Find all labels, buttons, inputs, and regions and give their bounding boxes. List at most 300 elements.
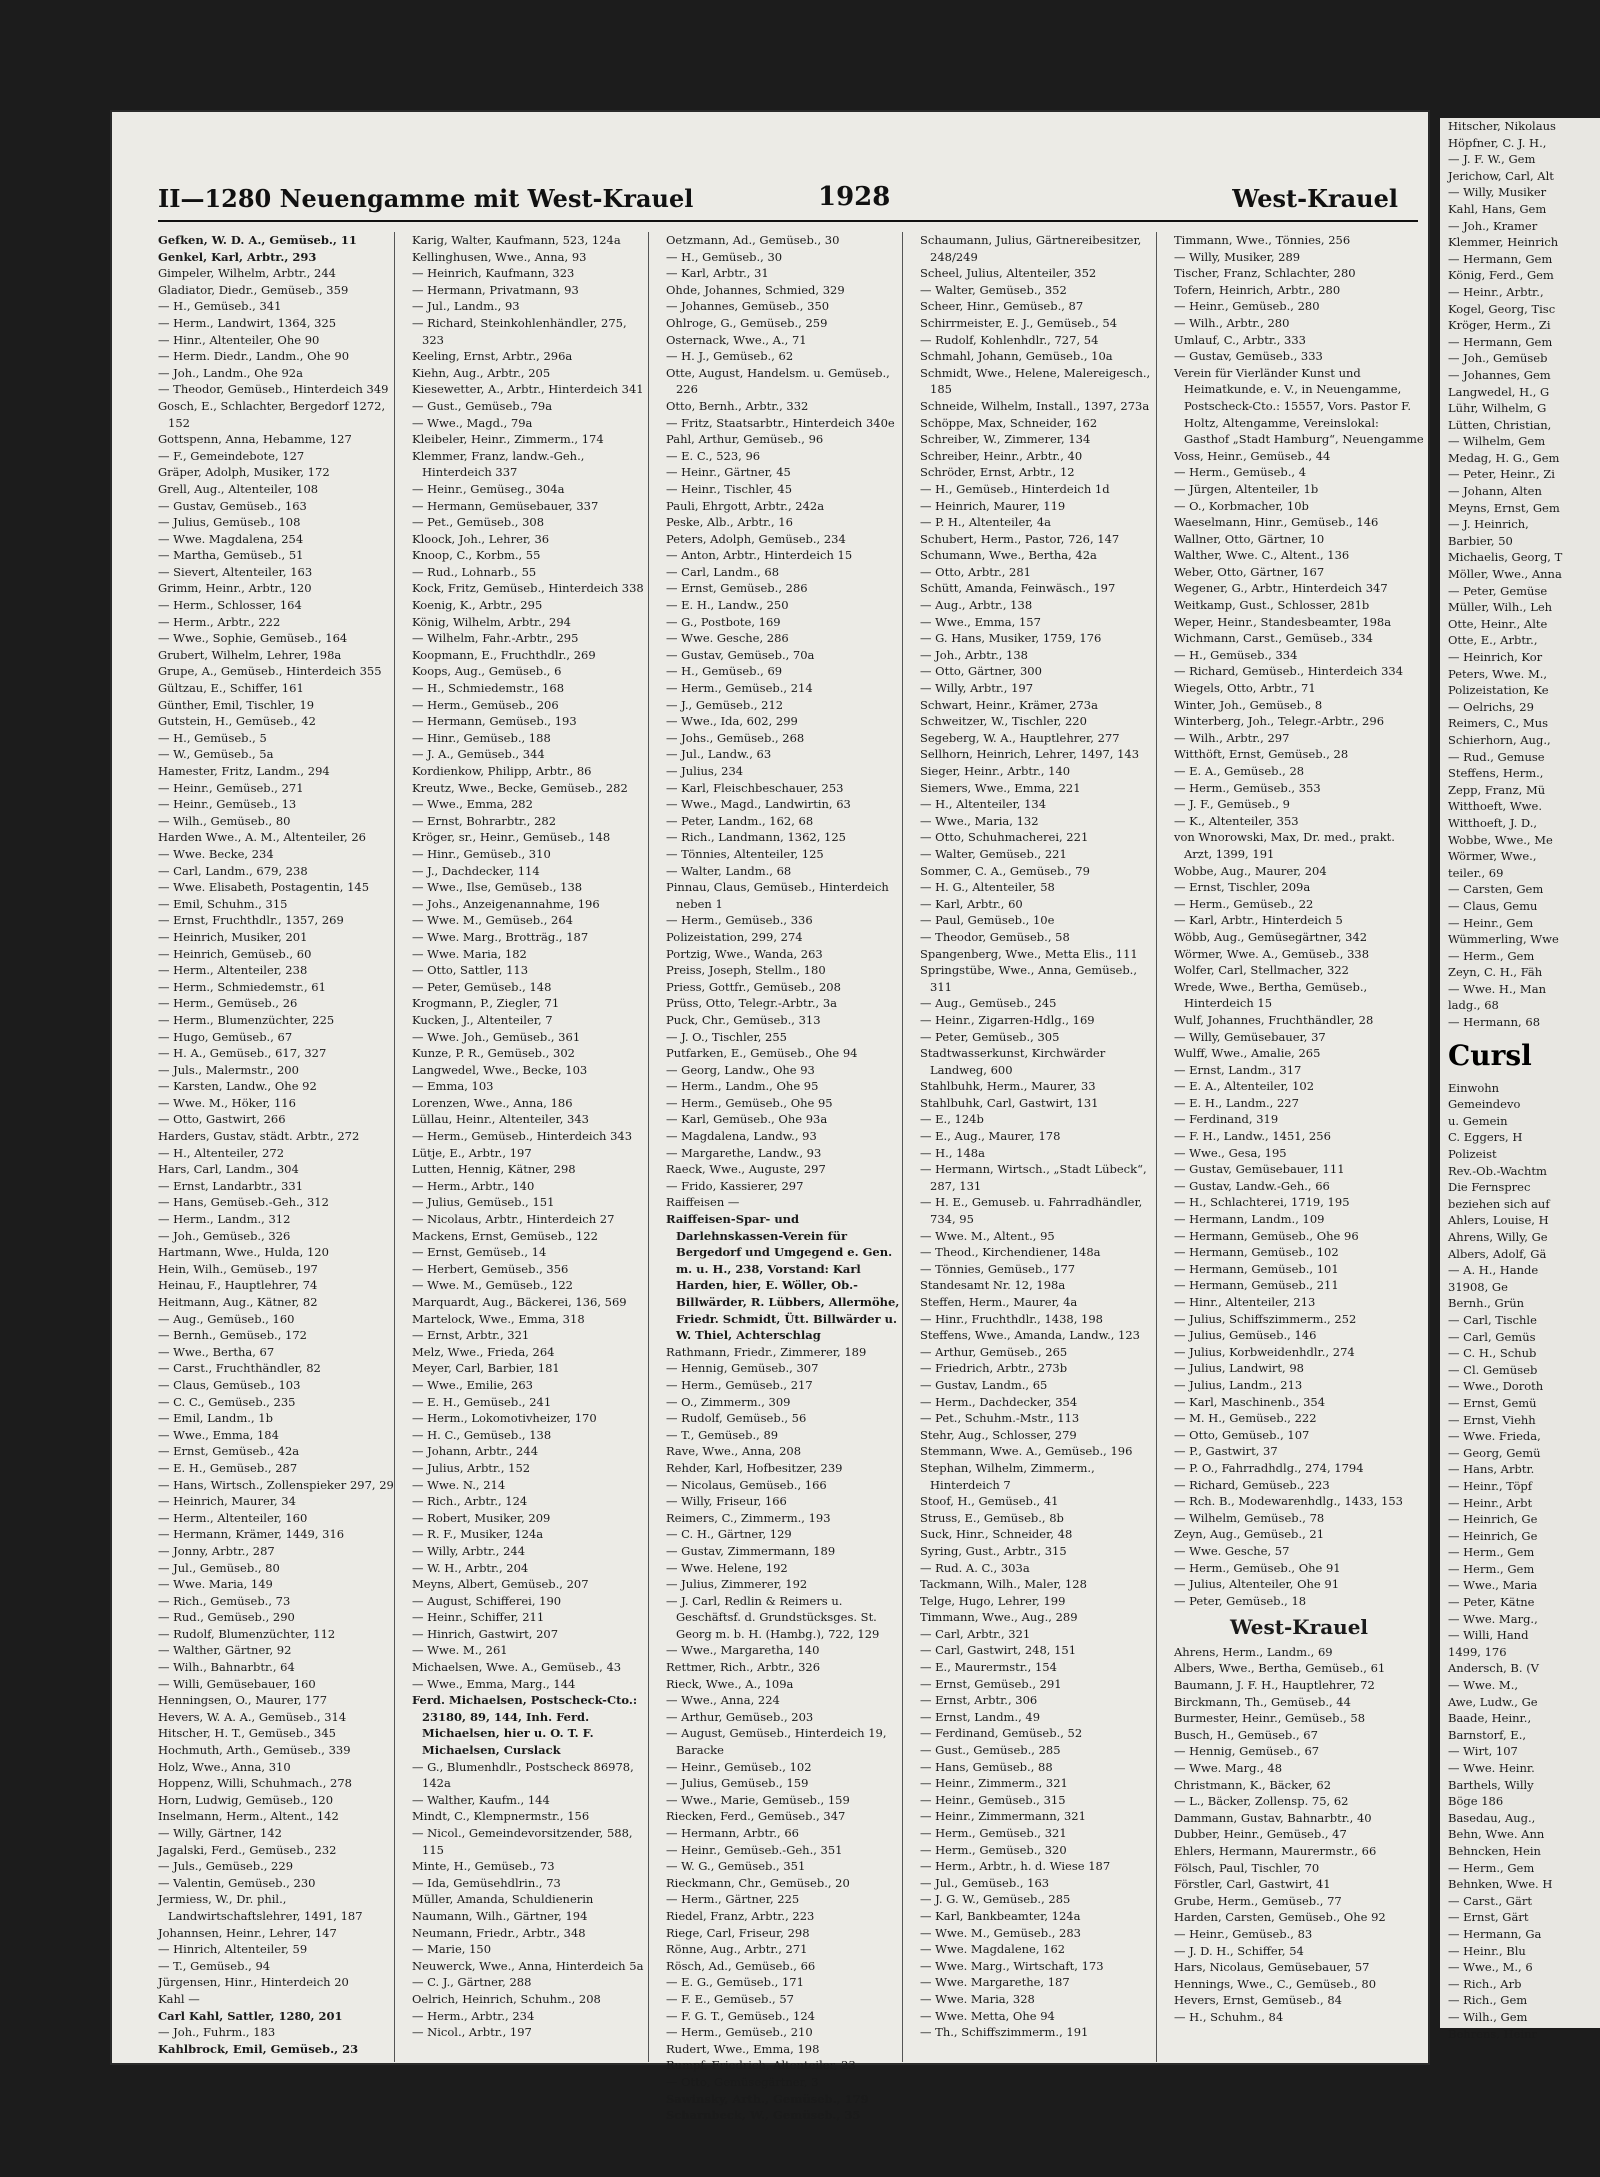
- directory-entry: — Heinr., Gärtner, 45: [666, 465, 791, 480]
- directory-entry: — Wwe., Sophie, Gemüseb., 164: [158, 631, 348, 646]
- directory-entry: — Wwe. Maria, 149: [158, 1577, 273, 1592]
- directory-entry: — Herm., Gemüseb., 321: [920, 1826, 1067, 1840]
- directory-entry: — Emil, Landm., 1b: [158, 1411, 273, 1426]
- directory-entry: — Otto, Gärtner, 300: [920, 664, 1042, 679]
- directory-entry: Wrede, Wwe., Bertha, Gemüseb., Hinterdeich 15: [1174, 979, 1368, 1011]
- directory-entry: Gutstein, H., Gemüseb., 42: [158, 714, 316, 729]
- directory-entry: — J. G. W., Gemüseb., 285: [920, 1892, 1071, 1907]
- strip-entry: — Hermann, 68: [1448, 1015, 1541, 1030]
- directory-entry: — Herm., Gemüseb., 214: [666, 681, 813, 696]
- directory-entry: Hamester, Fritz, Landm., 294: [158, 764, 330, 778]
- directory-entry: Steffens, Wwe., Amanda, Landw., 123: [920, 1328, 1140, 1343]
- directory-entry: — Nicol., Arbtr., 197: [412, 2025, 532, 2040]
- directory-entry: — Heinr., Gemüseb., 83: [1174, 1926, 1313, 1941]
- directory-entry: — Hermann, Gemüseb., 101: [1174, 1261, 1339, 1276]
- directory-entry: Rudert, Wwe., Emma, 198: [666, 2041, 820, 2056]
- directory-entry: — Walther, Gärtner, 92: [158, 1643, 292, 1658]
- directory-entry: Gefken, W. D. A., Gemüseb., 11: [158, 233, 357, 247]
- directory-entry: — Ferdinand, Gemüseb., 52: [920, 1726, 1083, 1741]
- directory-entry: — H., Gemüseb., 69: [666, 664, 783, 679]
- directory-entry: — Richard, Gemüseb., Hinterdeich 334: [1174, 664, 1404, 679]
- strip-entry: Wümmerling, Wwe: [1448, 932, 1559, 947]
- directory-entry: Schreiber, W., Zimmerer, 134: [920, 432, 1091, 447]
- directory-entry: Prüss, Otto, Telegr.-Arbtr., 3a: [666, 996, 838, 1011]
- directory-entry: — Hinr., Altenteiler, Ohe 90: [158, 332, 320, 347]
- strip-entry: 1499, 176: [1448, 1644, 1507, 1659]
- directory-entry: — W., Gemüseb., 5a: [158, 747, 274, 762]
- directory-entry: Riege, Carl, Friseur, 298: [666, 1925, 810, 1940]
- strip-entry: — Heinr., Arbtr.,: [1448, 284, 1544, 299]
- strip-entry: — Wwe. Marg.,: [1448, 1611, 1538, 1626]
- directory-entry: Meyns, Albert, Gemüseb., 207: [412, 1577, 589, 1592]
- directory-entry: — Karl, Bankbeamter, 124a: [920, 1908, 1081, 1923]
- directory-entry: Rönne, Aug., Arbtr., 271: [666, 1942, 808, 1957]
- strip-entry: — Heinr., Blu: [1448, 1943, 1526, 1958]
- directory-entry: — Peter, Gemüseb., 305: [920, 1029, 1060, 1044]
- directory-entry: Kucken, J., Altenteiler, 7: [412, 1012, 553, 1027]
- directory-entry: — E. H., Landm., 227: [1174, 1095, 1299, 1110]
- strip-entry: — Carst., Gärt: [1448, 1893, 1532, 1908]
- directory-entry: Burmester, Heinr., Gemüseb., 58: [1174, 1711, 1366, 1726]
- strip-entry: — Joh., Kramer: [1448, 218, 1538, 233]
- directory-entry: — Johannes, Gemüseb., 350: [666, 299, 830, 314]
- strip-entry: Behn, Wwe. Ann: [1448, 1827, 1545, 1842]
- directory-entry: Schaumann, Julius, Gärtnereibesitzer, 248/249: [920, 233, 1142, 264]
- directory-entry: Kröger, sr., Heinr., Gemüseb., 148: [412, 830, 611, 845]
- directory-entry: Raiffeisen —: [666, 1195, 740, 1210]
- directory-entry: — Julius, Zimmerer, 192: [666, 1577, 808, 1592]
- directory-entry: — Gustav, Gemüseb., 163: [158, 498, 307, 513]
- directory-entry: Waeselmann, Hinr., Gemüseb., 146: [1174, 515, 1379, 530]
- directory-entry: Raeck, Wwe., Auguste, 297: [666, 1162, 826, 1177]
- strip-entry: 31908, Ge: [1448, 1279, 1508, 1294]
- directory-entry: — Carst., Fruchthändler, 82: [158, 1361, 321, 1376]
- directory-entry: — Juls., Malermstr., 200: [158, 1062, 299, 1077]
- directory-entry: Stemmann, Wwe. A., Gemüseb., 196: [920, 1444, 1133, 1459]
- strip-entry: Andersch, B. (V: [1448, 1661, 1539, 1676]
- strip-entry: Basedau, Aug.,: [1448, 1810, 1536, 1825]
- directory-entry: — J., Gemüseb., 212: [666, 697, 784, 712]
- strip-entry: — J. F. W., Gem: [1448, 152, 1536, 167]
- directory-entry: König, Wilhelm, Arbtr., 294: [412, 614, 571, 629]
- directory-entry: Osternack, Wwe., A., 71: [666, 332, 807, 347]
- directory-entry: Kahl —: [158, 1991, 200, 2006]
- strip-entry: Zeyn, C. H., Fäh: [1448, 965, 1543, 980]
- directory-entry: — Jul., Gemüseb., 163: [920, 1875, 1050, 1890]
- strip-entry: Peters, Wwe. M.,: [1448, 666, 1548, 681]
- directory-entry: Horn, Ludwig, Gemüseb., 120: [158, 1792, 334, 1807]
- directory-entry: Spangenberg, Wwe., Metta Elis., 111: [920, 946, 1138, 961]
- directory-entry: — Willi, Gemüsebauer, 160: [158, 1676, 316, 1691]
- directory-entry: — Julius, Arbtr., 152: [412, 1460, 531, 1475]
- directory-entry: — Th., Schiffszimmerm., 191: [920, 2025, 1089, 2040]
- strip-entry: — Herm., Gem: [1448, 1561, 1535, 1576]
- directory-entry: Verein für Vierländer Kunst und Heimatkunde, e. V., in Neuengamme, Postscheck-Cto.: 15557, Vors. Pastor F. Holtz, Altengamme, Vereinslokal: Gasthof „Stadt Hamburg“, Neuengamme: [1174, 365, 1424, 447]
- directory-entry: — Nicol., Gemeindevorsitzender, 588, 115: [412, 1826, 633, 1857]
- directory-entry: — Herm., Altenteiler, 238: [158, 963, 308, 978]
- directory-entry: Weitkamp, Gust., Schlosser, 281b: [1174, 598, 1370, 613]
- directory-entry: — Wwe. Becke, 234: [158, 846, 274, 861]
- column-1: [158, 232, 395, 2062]
- directory-entry: — Wwe., Magd., Landwirtin, 63: [666, 797, 851, 812]
- strip-entry: — Heinrich, Kor: [1448, 650, 1543, 664]
- directory-entry: — Willy, Gärtner, 142: [158, 1826, 282, 1840]
- strip-entry: — Hermann, Gem: [1448, 251, 1553, 266]
- strip-entry: teiler., 69: [1448, 865, 1504, 880]
- directory-entry: Koops, Aug., Gemüseb., 6: [412, 664, 562, 679]
- directory-entry: Raiffeisen-Spar- und Darlehnskassen-Verein für Bergedorf und Umgegend e. Gen. m. u. H., 238, Vorstand: Karl Harden, hier, E. Wöller, Ob.-Billwärder, R. Lübbers, Allermöhe, Friedr. Schmidt, Ütt. Billwärder u. W. Thiel, Achterschlag: [666, 1212, 900, 1343]
- directory-entry: Witthöft, Ernst, Gemüseb., 28: [1174, 747, 1349, 762]
- directory-entry: Puck, Chr., Gemüseb., 313: [666, 1012, 821, 1027]
- directory-entry: — H. A., Gemüseb., 617, 327: [158, 1046, 327, 1061]
- directory-entry: — E. G., Gemüseb., 171: [666, 1975, 804, 1990]
- directory-entry: — Gustav, Landw.-Geh., 66: [1174, 1178, 1330, 1193]
- strip-entry: Lütten, Christian,: [1448, 417, 1552, 432]
- directory-entry: Struss, E., Gemüseb., 8b: [920, 1510, 1064, 1525]
- directory-entry: — Jul., Gemüseb., 80: [158, 1560, 280, 1575]
- directory-entry: Wiegels, Otto, Arbtr., 71: [1174, 681, 1316, 696]
- strip-entry: Wörmer, Wwe.,: [1448, 849, 1537, 864]
- directory-entry: Genkel, Karl, Arbtr., 293: [158, 249, 317, 264]
- directory-entry: — Wwe., Bertha, 67: [158, 1344, 275, 1359]
- strip-entry: Bernh., Grün: [1448, 1296, 1525, 1311]
- directory-entry: — Herm., Dachdecker, 354: [920, 1394, 1078, 1409]
- directory-entry: — Heinr., Zimmermann, 321: [920, 1809, 1086, 1824]
- strip-entry: — Wwe. H., Man: [1448, 981, 1546, 996]
- directory-entry: — Gust., Gemüseb., 285: [920, 1743, 1061, 1758]
- strip-entry: — Ernst, Gemü: [1448, 1395, 1537, 1410]
- directory-page: [110, 110, 1430, 2123]
- directory-entry: — E. H., Gemüseb., 287: [158, 1460, 298, 1475]
- strip-entry: Klemmer, Heinrich: [1448, 235, 1559, 250]
- strip-entry: — Wwe. Heinr.: [1448, 1761, 1535, 1775]
- directory-entry: Winter, Joh., Gemüseb., 8: [1174, 697, 1323, 712]
- directory-entry: Kiesewetter, A., Arbtr., Hinterdeich 341: [412, 382, 644, 397]
- directory-entry: Koopmann, E., Fruchthdlr., 269: [412, 647, 596, 662]
- directory-entry: — Ernst, Arbtr., 306: [920, 1693, 1038, 1708]
- column-2: [412, 232, 649, 2062]
- directory-entry: Förstler, Carl, Gastwirt, 41: [1174, 1877, 1331, 1892]
- directory-entry: Suck, Hinr., Schneider, 48: [920, 1527, 1073, 1542]
- directory-entry: — P. H., Altenteiler, 4a: [920, 515, 1051, 530]
- directory-entry: — Karl, Arbtr., Hinterdeich 5: [1174, 913, 1343, 928]
- directory-entry: — Herm., Gemüseb., 210: [666, 2025, 813, 2040]
- directory-entry: — J. A., Gemüseb., 344: [412, 747, 545, 762]
- directory-entry: Carl Kahl, Sattler, 1280, 201: [158, 2008, 343, 2023]
- directory-entry: — F., Gemeindebote, 127: [158, 448, 305, 463]
- directory-entry: — Herm., Landm., Ohe 95: [666, 1079, 819, 1094]
- strip-entry: Möller, Wwe., Anna: [1448, 567, 1562, 582]
- strip-entry: — Carl, Gemüs: [1448, 1329, 1536, 1344]
- directory-entry: Kunze, P. R., Gemüseb., 302: [412, 1046, 575, 1061]
- directory-entry: — Ernst, Landm., 317: [1174, 1062, 1302, 1077]
- directory-entry: — Hermann, Gemüseb., 211: [1174, 1278, 1339, 1293]
- directory-entry: — Hermann, Landm., 109: [1174, 1212, 1325, 1227]
- directory-entry: Wobbe, Aug., Maurer, 204: [1174, 863, 1327, 878]
- directory-entry: Preiss, Joseph, Stellm., 180: [666, 963, 826, 978]
- directory-entry: Birckmann, Th., Gemüseb., 44: [1174, 1694, 1351, 1709]
- directory-entry: — H. E., Gemuseb. u. Fahrradhändler, 734, 95: [920, 1195, 1143, 1227]
- directory-entry: — Wwe., Emma, 157: [920, 614, 1041, 629]
- directory-entry: — Hinr., Gemüseb., 310: [412, 846, 551, 861]
- directory-entry: — O., Korbmacher, 10b: [1174, 498, 1309, 513]
- directory-entry: — Karl, Arbtr., 31: [666, 266, 769, 281]
- strip-entry: — Herm., Gem: [1448, 1545, 1535, 1560]
- directory-entry: — E. A., Altenteiler, 102: [1174, 1079, 1315, 1094]
- directory-entry: Schröder, Ernst, Arbtr., 12: [920, 465, 1075, 480]
- directory-entry: — Jul., Landm., 93: [412, 299, 520, 314]
- directory-entry: Kock, Fritz, Gemüseb., Hinterdeich 338: [412, 581, 644, 596]
- directory-entry: — Wwe. Magdalena, 254: [158, 531, 304, 546]
- strip-entry: Böge 186: [1448, 1794, 1504, 1809]
- directory-entry: Schmidt, Wwe., Helene, Malereigesch., 185: [920, 365, 1151, 397]
- directory-entry: — Johann, Arbtr., 244: [412, 1444, 539, 1459]
- directory-entry: — Hennig, Gemüseb., 67: [1174, 1744, 1320, 1759]
- directory-entry: — Ernst, Bohrarbtr., 282: [412, 813, 557, 828]
- directory-entry: — Herm., Schmiedemstr., 61: [158, 979, 326, 994]
- directory-entry: — H., Schuhm., 84: [1174, 2009, 1284, 2024]
- strip-entry: — Heinr., Töpf: [1448, 1478, 1533, 1493]
- strip-entry: — Herm., Gem: [1448, 948, 1535, 963]
- directory-entry: — H., Gemüseb., 334: [1174, 647, 1298, 662]
- directory-entry: Baumann, J. F. H., Hauptlehrer, 72: [1174, 1678, 1375, 1693]
- directory-entry: Pahl, Arthur, Gemüseb., 96: [666, 432, 824, 447]
- directory-entry: Springstübe, Wwe., Anna, Gemüseb., 311: [920, 963, 1137, 994]
- directory-entry: — Heinr., Gemüseb.-Geh., 351: [666, 1842, 843, 1857]
- directory-entry: — Wwe. Gesche, 57: [1174, 1543, 1290, 1558]
- directory-entry: — H., Schlachterei, 1719, 195: [1174, 1195, 1350, 1210]
- directory-entry: — Wwe. Gesche, 286: [666, 631, 789, 646]
- directory-entry: Otte, August, Handelsm. u. Gemüseb., 226: [666, 365, 890, 397]
- directory-entry: — Rich., Landmann, 1362, 125: [666, 830, 846, 845]
- directory-entry: — Martha, Gemüseb., 51: [158, 548, 304, 563]
- directory-entry: Lütje, E., Arbtr., 197: [412, 1145, 532, 1160]
- directory-entry: — Richard, Steinkohlenhändler, 275, 323: [412, 315, 627, 347]
- directory-entry: — Julius, Schiffszimmerm., 252: [1174, 1311, 1357, 1326]
- directory-entry: Reimers, C., Zimmerm., 193: [666, 1510, 831, 1525]
- strip-entry: — Willi, Hand: [1448, 1628, 1529, 1643]
- directory-entry: Wörmer, Wwe. A., Gemüseb., 338: [1174, 946, 1370, 961]
- directory-entry: Fölsch, Paul, Tischler, 70: [1174, 1860, 1320, 1875]
- directory-entry: — J., Dachdecker, 114: [412, 863, 540, 878]
- directory-entry: Holz, Wwe., Anna, 310: [158, 1759, 291, 1774]
- directory-entry: Kleibeler, Heinr., Zimmerm., 174: [412, 432, 604, 447]
- directory-entry: — E. H., Landw., 250: [666, 598, 789, 613]
- directory-entry: — Arthur, Gemüseb., 265: [920, 1344, 1068, 1359]
- directory-entry: — Wwe. M., Gemüseb., 122: [412, 1278, 573, 1293]
- directory-entry: — Wwe., Emma, 282: [412, 797, 533, 812]
- directory-entry: — Frido, Kassierer, 297: [666, 1178, 804, 1193]
- column-3: [666, 232, 903, 2123]
- directory-entry: — Arthur, Gemüseb., 203: [666, 1709, 814, 1724]
- directory-entry: Sieger, Heinr., Arbtr., 140: [920, 764, 1071, 778]
- directory-entry: Schreiber, Heinr., Arbtr., 40: [920, 448, 1083, 463]
- directory-entry: Gladiator, Diedr., Gemüseb., 359: [158, 282, 349, 297]
- strip-entry: Witthoeft, J. D.,: [1448, 815, 1538, 830]
- directory-entry: Umlauf, C., Arbtr., 333: [1174, 332, 1306, 347]
- directory-entry: — Carl, Landm., 68: [666, 564, 780, 579]
- directory-entry: — Heinrich, Maurer, 119: [920, 498, 1066, 513]
- directory-entry: — H., Gemüseb., Hinterdeich 1d: [920, 481, 1110, 496]
- directory-entry: — Wilh., Arbtr., 297: [1174, 730, 1290, 745]
- directory-entry: Schweitzer, W., Tischler, 220: [920, 714, 1087, 729]
- directory-entry: Schneide, Wilhelm, Install., 1397, 273a: [920, 398, 1150, 413]
- directory-entry: — Hermann, Gemüseb., Ohe 96: [1174, 1228, 1359, 1243]
- directory-entry: Hartmann, Wwe., Hulda, 120: [158, 1245, 329, 1260]
- directory-entry: — Karl, Maschinenb., 354: [1174, 1394, 1326, 1409]
- directory-entry: — Anton, Arbtr., Hinterdeich 15: [666, 548, 853, 563]
- directory-entry: — Heinrich, Musiker, 201: [158, 929, 308, 944]
- directory-entry: — T., Gemüseb., 89: [666, 1427, 779, 1442]
- directory-entry: — Claus, Gemüseb., 103: [158, 1377, 301, 1392]
- directory-entry: Heinau, F., Hauptlehrer, 74: [158, 1278, 318, 1293]
- directory-entry: — Georg, Landw., Ohe 93: [666, 1062, 815, 1077]
- strip-section-title: Cursl: [1448, 1038, 1532, 1072]
- directory-entry: Minte, H., Gemüseb., 73: [412, 1859, 555, 1874]
- directory-entry: Steffen, Herm., Maurer, 4a: [920, 1295, 1078, 1309]
- directory-entry: — Ernst, Landarbtr., 331: [158, 1178, 304, 1193]
- directory-entry: — Wwe. Elisabeth, Postagentin, 145: [158, 880, 370, 895]
- directory-entry: Stephan, Wilhelm, Zimmerm., Hinterdeich 7: [920, 1460, 1095, 1492]
- directory-entry: — Walter, Gemüseb., 221: [920, 846, 1067, 861]
- directory-entry: Martelock, Wwe., Emma, 318: [412, 1311, 585, 1326]
- directory-entry: Gültzau, E., Schiffer, 161: [158, 681, 304, 696]
- strip-entry: Barthels, Willy: [1448, 1777, 1534, 1792]
- directory-entry: — Wwe. M., Gemüseb., 283: [920, 1925, 1081, 1940]
- directory-entry: Wolfer, Carl, Stellmacher, 322: [1174, 963, 1349, 978]
- directory-entry: — Hermann, Gemüseb., 102: [1174, 1245, 1339, 1260]
- directory-entry: — J. Carl, Redlin & Reimers u. Geschäftsf. d. Grundstücksges. St. Georg m. b. H. (Hambg.), 722, 129: [666, 1593, 880, 1641]
- directory-entry: — Wilh., Gemüseb., 80: [158, 813, 291, 828]
- directory-entry: — Wwe. Helene, 192: [666, 1560, 788, 1575]
- directory-entry: — Karl, Gemüseb., Ohe 93a: [666, 1112, 828, 1127]
- directory-entry: — H., Altenteiler, 134: [920, 797, 1047, 812]
- directory-entry: Putfarken, E., Gemüseb., Ohe 94: [666, 1046, 858, 1061]
- strip-entry: Albers, Adolf, Gä: [1448, 1246, 1547, 1261]
- strip-entry: Jerichow, Carl, Alt: [1448, 168, 1554, 183]
- strip-entry: — Cl. Gemüseb: [1448, 1362, 1538, 1377]
- directory-entry: — Rudolf, Gemüseb., 56: [666, 1411, 807, 1426]
- directory-entry: — Hinr., Fruchthdlr., 1438, 198: [920, 1311, 1103, 1326]
- directory-entry: — Wwe. M., Gemüseb., 264: [412, 913, 573, 928]
- directory-entry: Jermiess, W., Dr. phil., Landwirtschaftslehrer, 1491, 187: [158, 1892, 363, 1923]
- strip-bottom-list: [1440, 1080, 1600, 2042]
- directory-entry: — Herm., Gemüseb., 353: [1174, 780, 1321, 795]
- strip-entry: Otte, Heinr., Alte: [1448, 616, 1548, 631]
- directory-entry: Zeyn, Aug., Gemüseb., 21: [1174, 1527, 1325, 1542]
- directory-entry: — Wwe., Marie, Gemüseb., 159: [666, 1792, 850, 1807]
- directory-entry: — Friedrich, Arbtr., 273b: [920, 1361, 1068, 1376]
- strip-entry: Michaelis, Georg, T: [1448, 550, 1563, 565]
- directory-entry: — Walter, Gemüseb., 352: [920, 282, 1067, 297]
- directory-entry: Hars, Carl, Landm., 304: [158, 1162, 299, 1177]
- strip-entry: Polizeist: [1448, 1147, 1497, 1162]
- directory-entry: — Wwe. Magdalene, 162: [920, 1942, 1066, 1957]
- strip-entry: — Heinrich, Ge: [1448, 1512, 1538, 1527]
- directory-entry: — Emma, 103: [412, 1079, 494, 1094]
- directory-entry: — O., Zimmerm., 309: [666, 1394, 791, 1409]
- directory-entry: — L., Bäcker, Zollensp. 75, 62: [1174, 1794, 1349, 1809]
- directory-entry: — Wwe., Maria, 132: [920, 813, 1039, 828]
- directory-entry: — F. E., Gemüseb., 57: [666, 1991, 794, 2006]
- directory-entry: — Pet., Schuhm.-Mstr., 113: [920, 1411, 1080, 1426]
- directory-entry: Grubert, Wilhelm, Lehrer, 198a: [158, 647, 342, 662]
- strip-entry: — Heinrich, Ge: [1448, 1528, 1538, 1543]
- directory-entry: — Peter, Gemüseb., 148: [412, 979, 552, 994]
- directory-entry: von Wnorowski, Max, Dr. med., prakt. Arzt, 1399, 191: [1174, 830, 1395, 861]
- strip-entry: Meyns, Ernst, Gem: [1448, 500, 1560, 515]
- directory-entry: Rave, Wwe., Anna, 208: [666, 1444, 802, 1459]
- directory-entry: — Juls., Gemüseb., 229: [158, 1859, 294, 1874]
- directory-entry: — Otto, Arbtr., 281: [920, 564, 1031, 579]
- directory-entry: — Wwe. Marg., 48: [1174, 1761, 1283, 1776]
- directory-entry: — Ernst, Gemüseb., 42a: [158, 1444, 300, 1459]
- strip-entry: — A. H., Hande: [1448, 1263, 1539, 1278]
- directory-entry: — Pet., Gemüseb., 308: [412, 515, 545, 530]
- strip-entry: Hitscher, Nikolaus: [1448, 119, 1556, 133]
- directory-entry: — Hermann, Gemüsebauer, 337: [412, 498, 599, 513]
- directory-entry: — Robert, Musiker, 209: [412, 1510, 551, 1525]
- directory-entry: Müller, Amanda, Schuldienerin: [412, 1892, 594, 1907]
- directory-entry: — Julius, 234: [666, 764, 744, 778]
- directory-entry: — Karl, Arbtr., 60: [920, 896, 1023, 911]
- directory-entry: Heitmann, Aug., Kätner, 82: [158, 1295, 318, 1309]
- directory-entry: — Ernst, Tischler, 209a: [1174, 880, 1311, 895]
- directory-entry: Krogmann, P., Ziegler, 71: [412, 996, 560, 1011]
- directory-entry: Stadtwasserkunst, Kirchwärder Landweg, 600: [920, 1046, 1106, 1077]
- directory-entry: Stahlbuhk, Carl, Gastwirt, 131: [920, 1095, 1099, 1110]
- strip-entry: Medag, H. G., Gem: [1448, 450, 1560, 465]
- directory-entry: Riecken, Ferd., Gemüseb., 347: [666, 1809, 846, 1824]
- strip-entry: Behncken, Hein: [1448, 1843, 1541, 1858]
- directory-entry: Schwart, Heinr., Krämer, 273a: [920, 697, 1098, 712]
- directory-entry: — Wilh., Bahnarbtr., 64: [158, 1660, 295, 1675]
- strip-entry: — Johannes, Gem: [1448, 367, 1551, 382]
- directory-entry: — Karsten, Landw., Ohe 92: [158, 1079, 317, 1094]
- directory-entry: — Wwe. Joh., Gemüseb., 361: [412, 1029, 581, 1044]
- directory-entry: — Gustav, Gemüseb., 333: [1174, 349, 1323, 364]
- directory-entry: — Karl, Fleischbeschauer, 253: [666, 780, 844, 795]
- directory-entry: Peters, Adolph, Gemüseb., 234: [666, 531, 846, 546]
- directory-entry: Gräper, Adolph, Musiker, 172: [158, 465, 330, 480]
- directory-entry: — Paul, Gemüseb., 10e: [920, 913, 1055, 928]
- directory-entry: — Heinrich, Kaufmann, 323: [412, 266, 575, 281]
- directory-entry: Hevers, W. A. A., Gemüseb., 314: [158, 1709, 347, 1724]
- directory-entry: Weper, Heinr., Standesbeamter, 198a: [1174, 614, 1392, 629]
- strip-entry: — Rich., Gem: [1448, 1993, 1528, 2008]
- directory-entry: — G. Hans, Musiker, 1759, 176: [920, 631, 1102, 646]
- directory-entry: — Herm., Gemüseb., Hinterdeich 343: [412, 1129, 633, 1144]
- strip-entry: — Joh., Gemüseb: [1448, 351, 1548, 366]
- directory-entry: Otto, Bernh., Arbtr., 332: [666, 398, 809, 413]
- directory-entry: — Jonny, Arbtr., 287: [158, 1543, 275, 1558]
- directory-entry: Rieckmann, Chr., Gemüseb., 20: [666, 1875, 850, 1890]
- directory-entry: — Herm., Gemüseb., 336: [666, 913, 813, 928]
- directory-entry: — Jürgen, Altenteiler, 1b: [1174, 481, 1319, 496]
- directory-entry: — Julius, Gemüseb., 146: [1174, 1328, 1317, 1343]
- directory-entry: — Nicolaus, Arbtr., Hinterdeich 27: [412, 1212, 615, 1227]
- directory-entry: Hochmuth, Arth., Gemüseb., 339: [158, 1743, 351, 1758]
- directory-entry: — Walther, Kaufm., 144: [412, 1792, 550, 1807]
- directory-entry: — Herbert, Gemüseb., 356: [412, 1261, 569, 1276]
- directory-entry: — K., Altenteiler, 353: [1174, 813, 1299, 828]
- directory-entry: Rettmer, Rich., Arbtr., 326: [666, 1660, 821, 1675]
- directory-entry: Ohde, Johannes, Schmied, 329: [666, 282, 845, 297]
- strip-entry: — Johann, Alten: [1448, 484, 1542, 499]
- directory-entry: — Valentin, Gemüseb., 230: [158, 1875, 316, 1890]
- directory-entry: Rehder, Karl, Hofbesitzer, 239: [666, 1460, 843, 1475]
- directory-entry: Tofern, Heinrich, Arbtr., 280: [1174, 282, 1341, 297]
